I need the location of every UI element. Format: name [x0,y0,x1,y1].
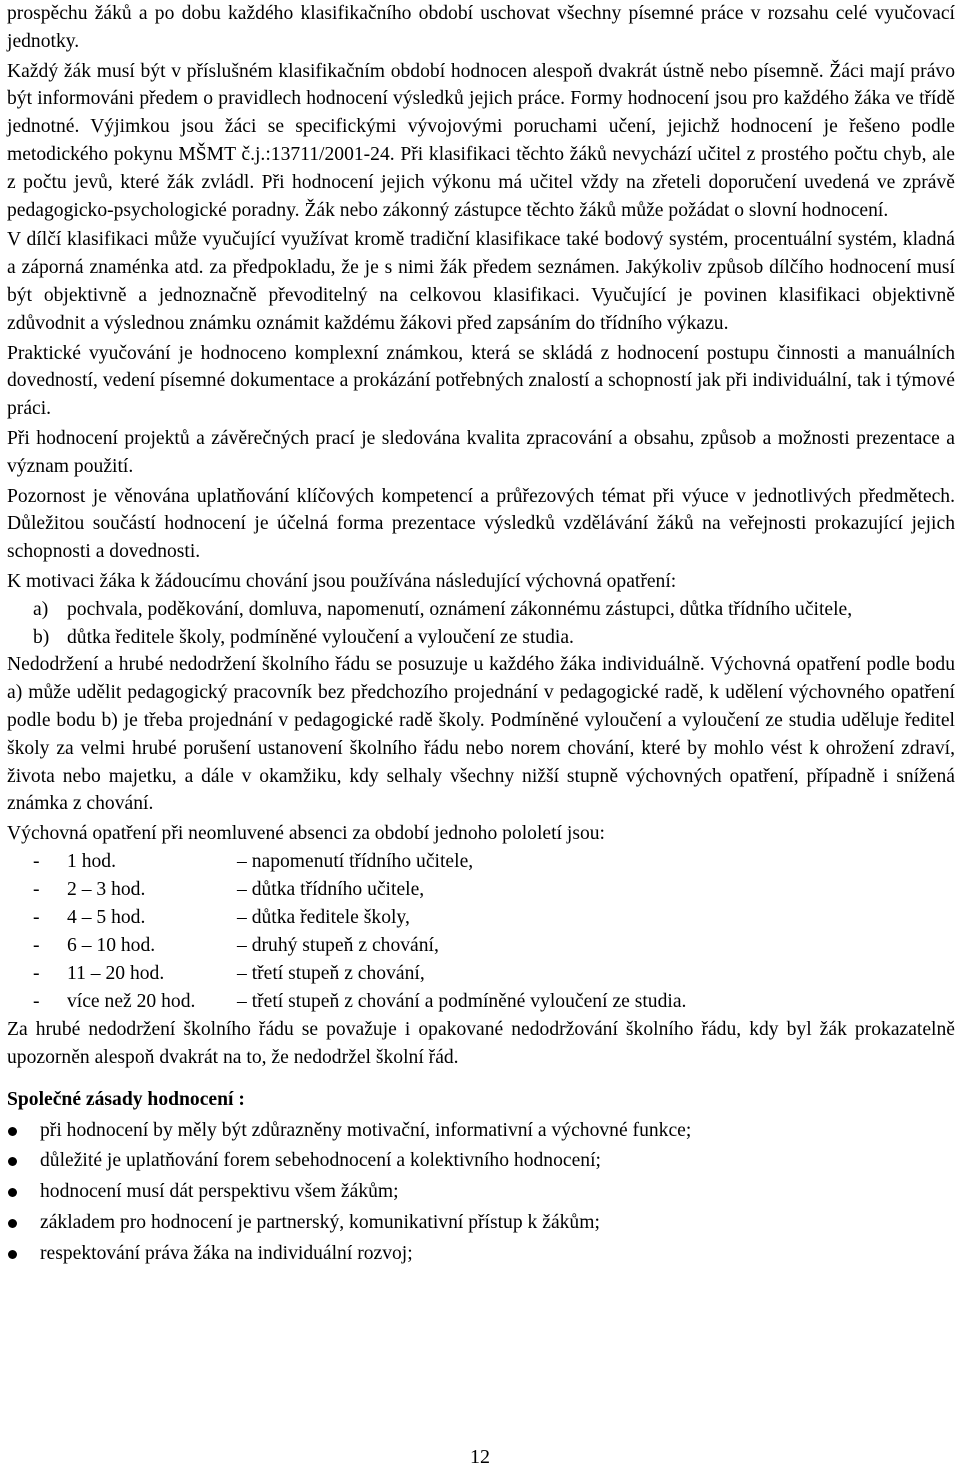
absence-measure: – napomenutí třídního učitele, [237,850,474,872]
list-item [7,1208,955,1239]
educational-measures-list [7,596,955,652]
section-heading: Společné zásady hodnocení : [7,1088,245,1110]
paragraph-practical-teaching: Praktické vyučování je hodnoceno komplexní známkou, která se skládá z hodnocení postupu činnosti a manuálních dovedností, vedení písemné dokumentace a prokázání potřebných znalostí a schopností jak při individuální, tak i týmové práci. [7,342,955,420]
table-row [7,932,955,960]
document-page [7,0,955,1269]
list-item-text: při hodnocení by měly být zdůrazněny motivační, informativní a výchovné funkce; [40,1119,692,1141]
table-row [7,960,955,988]
paragraph-assessment-rules: Každý žák musí být v příslušném klasifikačním období hodnocen alespoň dvakrát ústně nebo písemně. Žáci mají právo být informováni předem o pravidlech hodnocení výsledků jejich práce. Formy hodnocení jsou pro každého žáka ve třídě jednotné. Výjimkou jsou žáci se specifickými vývojovými poruchami učení, jejichž hodnocení je řešeno podle metodického pokynu MŠMT č.j.:13711/2001-24. Při klasifikaci těchto žáků nevychází učitel z prostého počtu chyb, ale z počtu jevů, které žák zvládl. Při hodnocení jejich výkonu má učitel vždy na zřeteli doporučení uvedená ve zprávě pedagogicko-psychologické poradny. Žák nebo zákonný zástupce těchto žáků může požádat o slovní hodnocení. [7,60,955,221]
paragraph-record-keeping: prospěchu žáků a po dobu každého klasifikačního období uschovat všechny písemné práce v rozsahu celé vyučovací jednotky. [7,3,955,52]
list-item-text: základem pro hodnocení je partnerský, komunikativní přístup k žákům; [40,1211,600,1233]
list-item [7,1239,955,1270]
list-marker: b) [33,626,50,648]
bullet-icon [8,1219,17,1228]
absence-measure: – třetí stupeň z chování a podmíněné vyloučení ze studia. [237,990,687,1012]
paragraph-competences: Pozornost je věnována uplatňování klíčových kompetencí a průřezových témat při výuce v jednotlivých předmětech. Důležitou součástí hodnocení je účelná forma prezentace výsledků vzdělávání žáků na veřejnosti prokazující jejich schopnosti a dovednosti. [7,485,955,563]
bullet-icon [8,1127,17,1136]
absence-hours: 1 hod. [67,850,116,872]
bullet-icon [8,1188,17,1197]
list-item [7,1116,955,1147]
paragraph-projects: Při hodnocení projektů a závěrečných prací je sledována kvalita zpracování a obsahu, způsob a možnosti prezentace a význam použití. [7,427,955,477]
paragraph-partial-classification: V dílčí klasifikaci může vyučující využívat kromě tradiční klasifikace také bodový systém, procentuální systém, kladná a záporná znaménka atd. za předpokladu, že je s nimi žák předem seznámen. Jakýkoliv způsob dílčího hodnocení musí být objektivně a jednoznačně převoditelný na celkovou klasifikaci. Vyučující je povinen klasifikaci objektivně zdůvodnit a výslednou známku oznámit každému žákovi před zapsáním do třídního výkazu. [7,229,955,334]
list-item-text: pochvala, poděkování, domluva, napomenutí, oznámení zákonnému zástupci, důtka třídního učitele, [67,598,853,620]
list-item [7,596,955,624]
paragraph-motivation-intro: K motivaci žáka k žádoucímu chování jsou používána následující výchovná opatření: [7,570,677,592]
table-row [7,876,955,904]
list-item-text: důležité je uplatňování forem sebehodnocení a kolektivního hodnocení; [40,1150,601,1172]
list-item [7,1177,955,1208]
absence-measure: – druhý stupeň z chování, [237,934,439,956]
paragraph-rule-violation: Nedodržení a hrubé nedodržení školního řádu se posuzuje u každého žáka individuálně. Výchovná opatření podle bodu a) může udělit pedagogický pracovník bez předchozího projednání v pedagogické radě, k udělení výchovného opatření podle bodu b) je třeba projednání v pedagogické radě školy. Podmíněné vyloučení a vyloučení ze studia uděluje ředitel školy za velmi hrubé porušení ustanovení školního řádu nebo norem chování, které by mohlo vést k ohrožení zdraví, života nebo majetku, a dále v okamžiku, kdy selhaly všechny nižší stupně výchovných opatření, případně i snížená známka z chování. [7,654,955,815]
row-dash: - [33,878,40,900]
list-item [7,624,955,652]
table-row [7,904,955,932]
row-dash: - [33,906,40,928]
row-dash: - [33,990,40,1012]
bullet-icon [8,1157,17,1166]
list-item-text: důtka ředitele školy, podmíněné vyloučení a vyloučení ze studia. [67,626,574,648]
list-item-text: respektování práva žáka na individuální rozvoj; [40,1242,413,1264]
row-dash: - [33,850,40,872]
absence-hours: 6 – 10 hod. [67,934,156,956]
principles-list [7,1116,955,1270]
page-number: 12 [470,1446,490,1468]
table-row [7,988,955,1016]
absence-hours: více než 20 hod. [67,990,196,1012]
paragraph-absence-intro: Výchovná opatření při neomluvené absenci za období jednoho pololetí jsou: [7,823,606,845]
table-row [7,848,955,876]
list-marker: a) [33,598,49,620]
list-item [7,1146,955,1177]
absence-hours: 11 – 20 hod. [67,962,165,984]
absence-measure: – důtka ředitele školy, [237,906,410,928]
absence-hours: 4 – 5 hod. [67,906,146,928]
row-dash: - [33,962,40,984]
absence-hours: 2 – 3 hod. [67,878,146,900]
list-item-text: hodnocení musí dát perspektivu všem žákům; [40,1181,399,1203]
bullet-icon [8,1250,17,1259]
absence-measures-table [7,848,955,1016]
paragraph-repeated-violation: Za hrubé nedodržení školního řádu se považuje i opakované nedodržování školního řádu, kdy byl žák prokazatelně upozorněn alespoň dvakrát na to, že nedodržel školní řád. [7,1018,955,1068]
absence-measure: – třetí stupeň z chování, [237,962,425,984]
row-dash: - [33,934,40,956]
absence-measure: – důtka třídního učitele, [237,878,425,900]
